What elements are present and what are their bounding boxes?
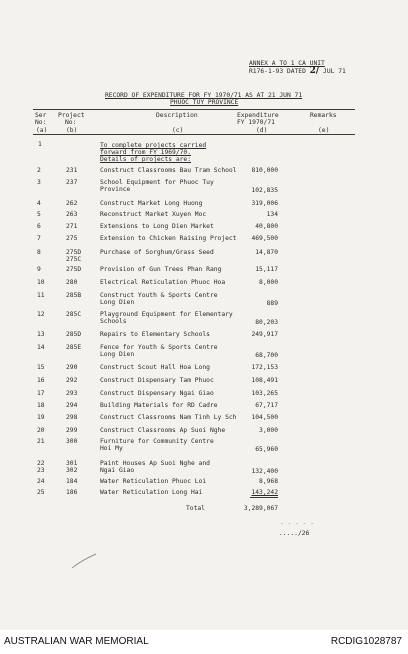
row-ser-no: 2 [37, 167, 41, 174]
footer-identifier: RCDIG1028787 [330, 636, 402, 647]
annex-date-handwritten: 2/ [309, 66, 320, 76]
row-amount: 3,000 [259, 427, 278, 434]
row-ser-no: 4 [37, 200, 41, 207]
row-ser-no: 9 [37, 266, 41, 273]
row-description: Construct Classrooms Bau Tram School [100, 167, 237, 174]
row-description: Water Reticulation Long Hai [100, 489, 203, 496]
row-amount: 102,835 [251, 187, 278, 194]
row-description: Construct Market Long Huong [100, 200, 203, 207]
row-description: Construct Scout Hall Hoa Long [100, 364, 210, 371]
row-description: School Equipment for Phuoc Tuy [100, 179, 214, 186]
column-letter-c: (c) [172, 127, 184, 134]
header-ser: Ser [35, 112, 47, 119]
row-ser-no: 21 [37, 438, 45, 445]
row-project-no: 271 [66, 223, 78, 230]
row-ser-no: 13 [37, 331, 45, 338]
row-description: Hoi My [100, 445, 123, 452]
row-ser-no: 20 [37, 427, 45, 434]
row-amount: 103,265 [251, 390, 278, 397]
row-description: Fence for Youth & Sports Centre [100, 344, 218, 351]
row-ser-no: 19 [37, 414, 45, 421]
row-amount: 15,117 [255, 266, 278, 273]
row-amount: 68,700 [255, 352, 278, 359]
header-project-no: No: [65, 119, 77, 126]
header-description: Description [156, 112, 198, 119]
row-ser-no: 7 [37, 235, 41, 242]
row-description: Reconstruct Market Xuyen Moc [100, 211, 207, 218]
row-amount: 40,800 [255, 223, 278, 230]
page-continuation: ...../26 [279, 530, 310, 537]
row-ser-no: 10 [37, 279, 45, 286]
row-description: Extensions to Long Dien Market [100, 223, 214, 230]
row-amount: 104,500 [251, 414, 278, 421]
row-ser-no: 6 [37, 223, 41, 230]
row-amount: 108,491 [251, 377, 278, 384]
column-letter-d: (d) [256, 127, 268, 134]
intro-line-1: To complete projects carried [100, 142, 207, 149]
row-project-no: 231 [66, 167, 78, 174]
row-amount: 143,242 [251, 489, 278, 496]
row-amount: 469,500 [251, 235, 278, 242]
intro-line-2: forward from FY 1969/70. [100, 149, 191, 156]
row-description: Province [100, 186, 131, 193]
annex-line-2 [249, 68, 346, 75]
row-description: Long Dien [100, 351, 135, 358]
row-project-no: 280 [66, 279, 78, 286]
header-expenditure-fy: FY 1970/71 [237, 119, 275, 126]
row-description: Provision of Gun Trees Phan Rang [100, 266, 222, 273]
total-label: Total [186, 505, 205, 512]
row-description: Furniture for Community Centre [100, 438, 214, 445]
row-project-no: 285E [66, 344, 82, 351]
row-ser-no: 14 [37, 344, 45, 351]
row-amount: 319,006 [251, 200, 278, 207]
row-description: Ngai Giao [100, 467, 135, 474]
pencil-mark [70, 550, 100, 570]
column-letter-b: (b) [66, 127, 78, 134]
annex-reference: R176-1-93 DATED [249, 68, 306, 75]
header-ser-no: No: [35, 119, 47, 126]
row-project-no-2: 302 [66, 467, 78, 474]
column-letter-e: (e) [318, 127, 330, 134]
total-amount: 3,289,067 [243, 505, 278, 512]
row-ser-no: 3 [37, 179, 41, 186]
document-title: RECORD OF EXPENDITURE FOR FY 1970/71 AS AT 21 JUN 71 [105, 92, 303, 99]
row-project-no: 186 [66, 489, 78, 496]
row-description: Construct Classrooms Ap Suoi Nghe [100, 427, 226, 434]
row-ser-no: 25 [37, 489, 45, 496]
row-project-no: 285C [66, 311, 82, 318]
row-description: Purchase of Sorghum/Grass Seed [100, 249, 214, 256]
row-ser-no: 22 [37, 460, 45, 467]
row-description: Construct Classrooms Nam Tinh Ly Sch [100, 414, 237, 421]
row-project-no: 285D [66, 331, 82, 338]
row-project-no: 275D [66, 249, 82, 256]
row-amount: 810,000 [251, 167, 278, 174]
table-top-rule [33, 109, 355, 110]
table-header-rule [33, 134, 355, 135]
row-project-no: 292 [66, 377, 78, 384]
row-project-no: 237 [66, 179, 78, 186]
row-ser-no-2: 23 [37, 467, 45, 474]
intro-line-3: Details of projects are: [100, 156, 191, 163]
row-amount: 889 [266, 300, 278, 307]
row-project-no: 275D [66, 266, 82, 273]
row-project-no: 299 [66, 427, 78, 434]
row-description: Construct Dispensary Tam Phuoc [100, 377, 214, 384]
row-ser-no: 11 [37, 292, 45, 299]
row-amount: 249,917 [251, 331, 278, 338]
row-project-no: 298 [66, 414, 78, 421]
row-amount: 8,000 [259, 279, 278, 286]
row-amount: 14,870 [255, 249, 278, 256]
row-amount: 67,717 [255, 402, 278, 409]
row-description: Schools [100, 318, 127, 325]
row-description: Playground Equipment for Elementary [100, 311, 233, 318]
row-project-no: 275 [66, 235, 78, 242]
annex-date-month: JUL 71 [323, 68, 346, 75]
header-project: Project [58, 112, 85, 119]
row-ser-no: 12 [37, 311, 45, 318]
row-project-no: 300 [66, 438, 78, 445]
row-description: Construct Dispensary Ngai Giao [100, 390, 214, 397]
total-underline-dots: - - - - - [280, 520, 315, 527]
header-remarks: Remarks [310, 112, 337, 119]
row-project-no: 285B [66, 292, 82, 299]
row-amount: 80,203 [255, 319, 278, 326]
row-project-no-2: 275C [66, 256, 82, 263]
row-amount: 172,153 [251, 364, 278, 371]
annex-line-1: ANNEX A TO 1 CA UNIT [249, 60, 325, 67]
row-description: Paint Houses Ap Suoi Nghe and [100, 460, 210, 467]
row-amount: 8,968 [259, 478, 278, 485]
row-project-no: 263 [66, 211, 78, 218]
row-amount: 132,400 [251, 468, 278, 475]
row-project-no: 294 [66, 402, 78, 409]
row-amount: 134 [266, 211, 278, 218]
row-ser-no: 17 [37, 390, 45, 397]
column-letter-a: (a) [36, 127, 48, 134]
row-description: Construct Youth & Sports Centre [100, 292, 218, 299]
header-expenditure: Expenditure [237, 112, 279, 119]
row-ser-no: 8 [37, 249, 41, 256]
row-ser-no: 5 [37, 211, 41, 218]
footer-source: AUSTRALIAN WAR MEMORIAL [4, 636, 149, 647]
row-project-no: 293 [66, 390, 78, 397]
row-description: Electrical Reticulation Phuoc Hoa [100, 279, 226, 286]
row-description: Long Dien [100, 299, 135, 306]
row-description: Water Reticulation Phuoc Loi [100, 478, 207, 485]
document-subtitle: PHUOC TUY PROVINCE [170, 99, 239, 106]
row-project-no: 184 [66, 478, 78, 485]
row-project-no: 301 [66, 460, 78, 467]
row-project-no: 290 [66, 364, 78, 371]
row-ser-no: 18 [37, 402, 45, 409]
row-project-no: 262 [66, 200, 78, 207]
row-ser-no: 24 [37, 478, 45, 485]
row-description: Extension to Chicken Raising Project [100, 235, 237, 242]
intro-ser: 1 [38, 141, 42, 148]
row-description: Repairs to Elementary Schools [100, 331, 210, 338]
row-description: Building Materials for RD Cadre [100, 402, 218, 409]
total-rule [250, 497, 278, 498]
row-amount: 65,960 [255, 446, 278, 453]
row-ser-no: 16 [37, 377, 45, 384]
row-ser-no: 15 [37, 364, 45, 371]
